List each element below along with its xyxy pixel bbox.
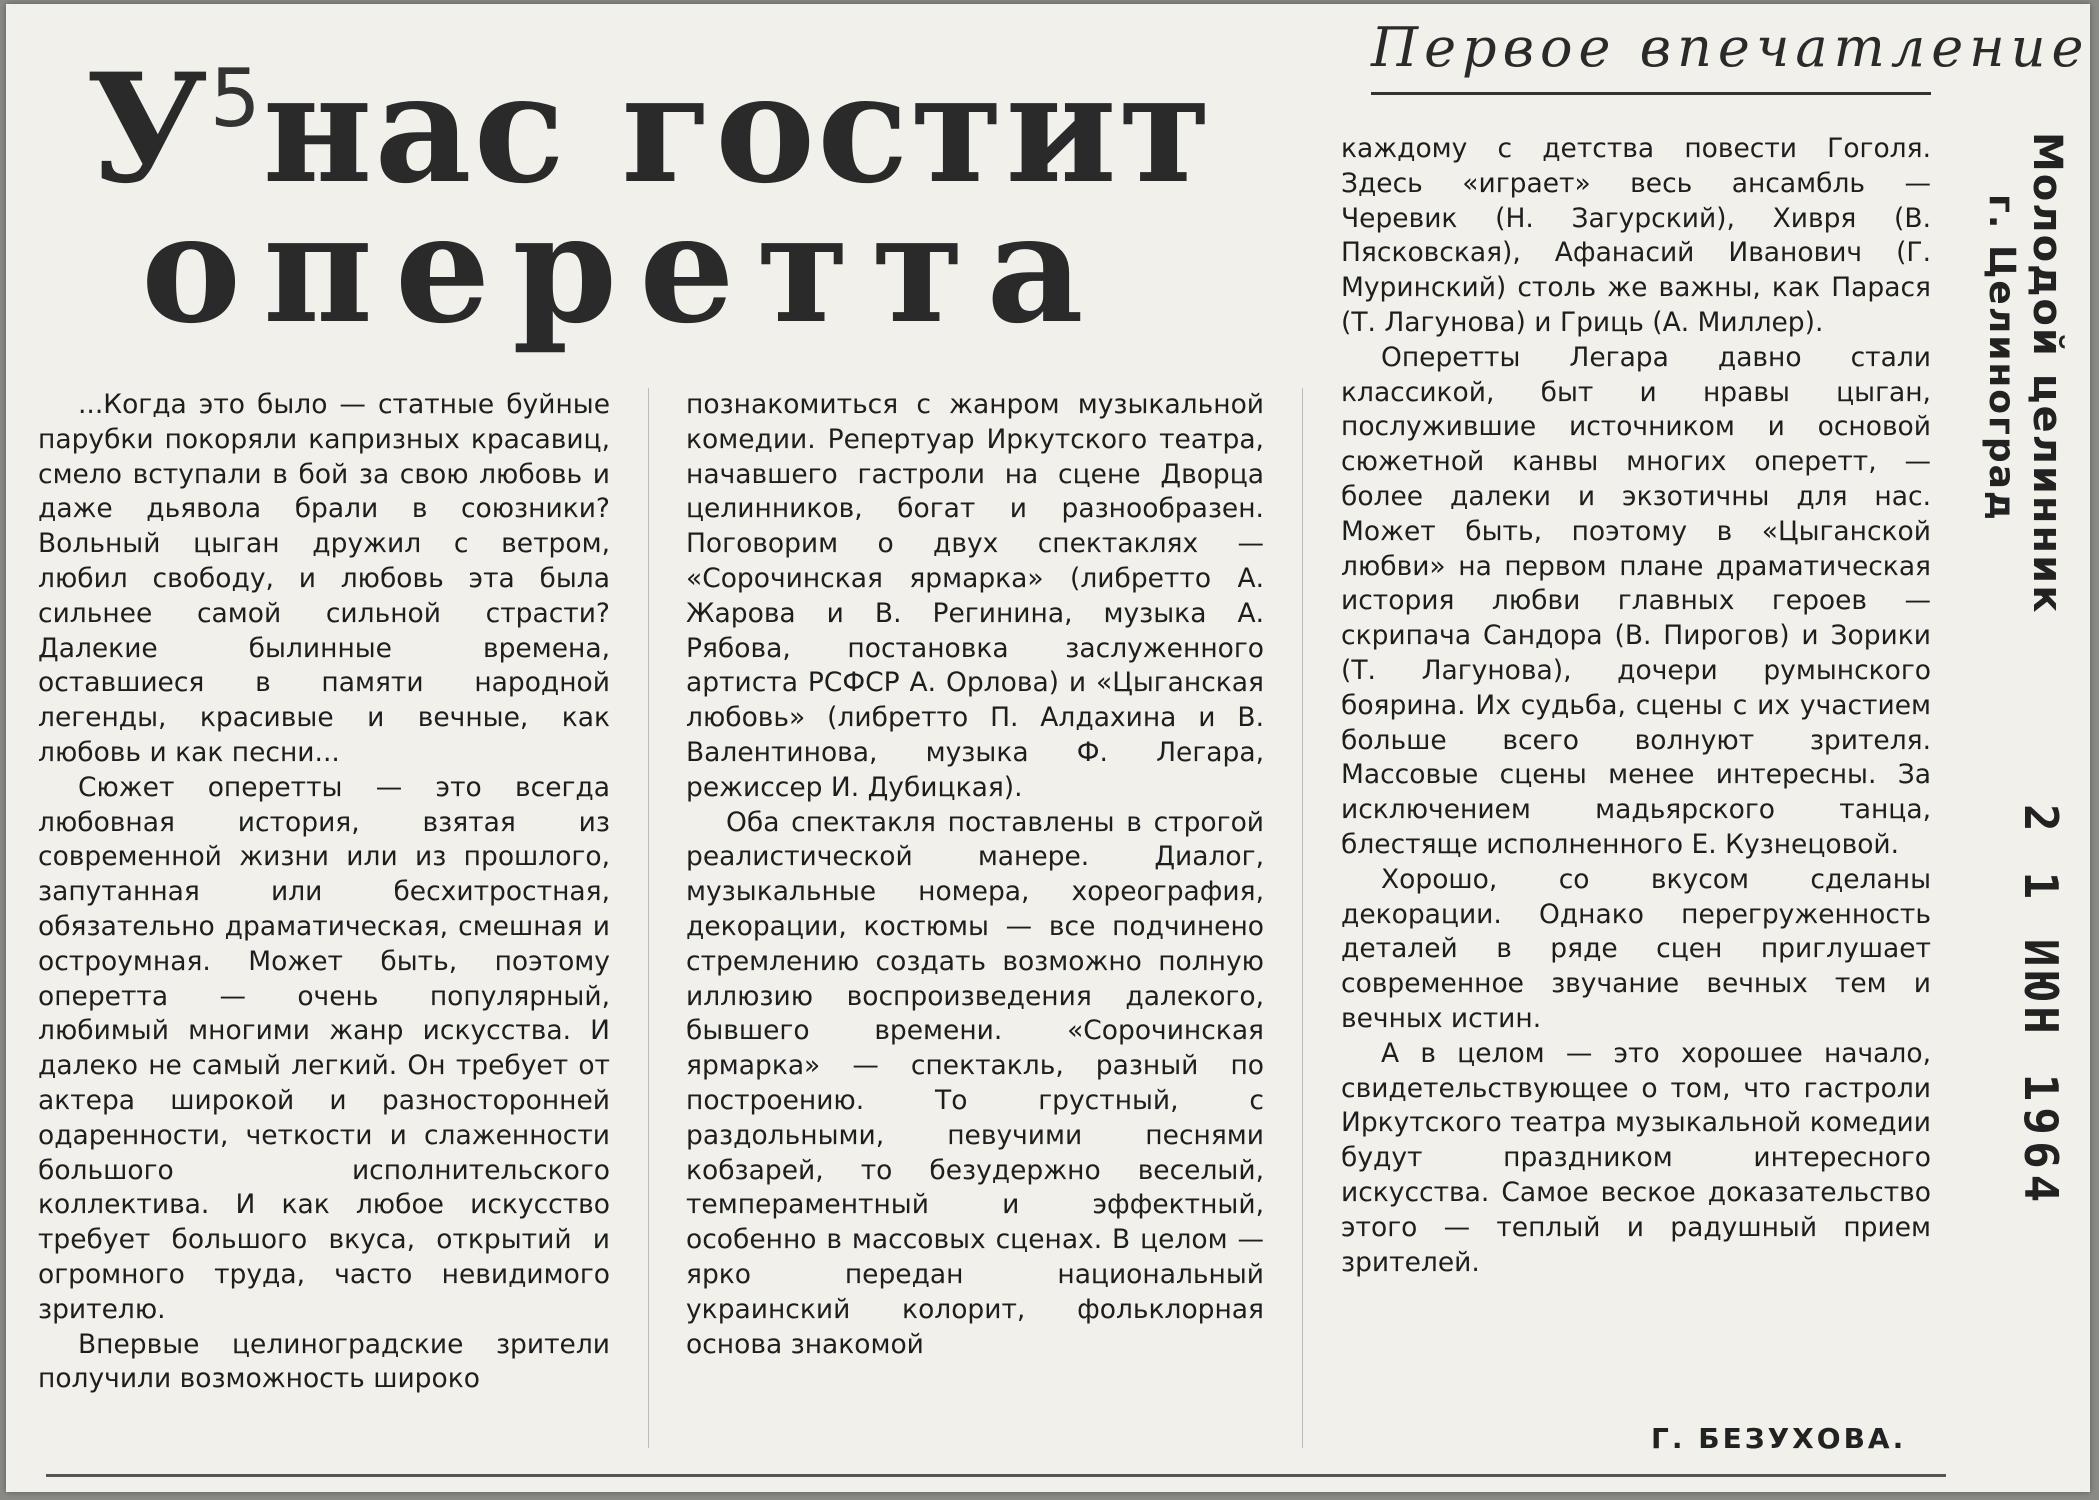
article-column-1	[38, 388, 610, 1397]
paragraph: ...Когда это было — статные буйные парубки покоряли капризных красавиц, смело вступали в бой за свою любовь и даже дьявола брали в союзники? Вольный цыган дружил с ветром, любил свободу, и любовь эта была сильнее самой сильной страсти? Далекие былинные времена, оставшиеся в памяти народной легенды, красивые и вечные, как любовь и как песни...	[38, 389, 610, 768]
bottom-rule	[46, 1474, 1946, 1477]
handwritten-mark: 5	[209, 52, 263, 145]
paragraph: Сюжет оперетты — это всегда любовная история, взятая из современной жизни или из прошлого, запутанная или бесхитростная, обязательно драматическая, смешная и остроумная. Может быть, поэтому оперетта — очень популярный, любимый многими жанр искусства. И далеко не самый легкий. Он требует от актера широкой и разносторонней одаренности, четкости и слаженности большого исполнительского коллектива. И как любое искусство требует большого вкуса, открытий и огромного труда, часто невидимого зрителю.	[38, 771, 610, 1325]
date-stamp: 2 1 ИЮН 1964	[2014, 804, 2068, 1209]
paragraph: Хорошо, со вкусом сделаны декорации. Однако перегруженность деталей в ряде сцен приглушает современное звучание вечных тем и вечных истин.	[1341, 863, 1931, 1034]
paragraph: познакомиться с жанром музыкальной комедии. Репертуар Иркутского театра, начавшего гастроли на сцене Дворца целинников, богат и разнообразен. Поговорим о двух спектаклях — «Сорочинская ярмарка» (либретто А. Жарова и В. Регинина, музыка А. Рябова, постановка заслуженного артиста РСФСР А. Орлова) и «Цыганская любовь» (либретто П. Алдахина и В. Валентинова, музыка Ф. Легара, режиссер И. Дубицкая).	[686, 389, 1264, 803]
publication-city: г. Целиноград	[1981, 194, 2022, 522]
column-divider	[648, 388, 649, 1448]
newspaper-clipping	[6, 4, 2090, 1492]
paragraph: А в целом — это хорошее начало, свидетельствующее о том, что гастроли Иркутского театра музыкальной комедии будут праздником интересного искусства. Самое веское доказательство этого — теплый и радушный прием зрителей.	[1341, 1037, 1931, 1278]
headline-line-1-rest: нас гостит	[262, 41, 1214, 217]
side-margin	[1940, 4, 2090, 1492]
publication-name: Молодой целинник	[2024, 132, 2070, 615]
headline-line-2: оперетта	[141, 181, 1106, 357]
rubric: Первое впечатление	[1371, 16, 2090, 79]
article-column-2	[686, 388, 1264, 1362]
article-column-3	[1341, 132, 1931, 1280]
paragraph: Впервые целиноградские зрители получили возможность широко	[38, 1328, 610, 1395]
paragraph: Оперетты Легара давно стали классикой, быт и нравы цыган, послужившие источником и основой сюжетной канвы многих оперетт, — более далеки и экзотичны для нас. Может быть, поэтому в «Цыганской любви» на первом плане драматическая история любви главных героев — скрипача Сандора (В. Пирогов) и Зорики (Т. Лагунова), дочери румынского боярина. Их судьба, сцены с их участием больше всего волнуют зрителя. Массовые сцены менее интересны. За исключением мадьярского танца, блестяще исполненного Е. Кузнецовой.	[1341, 341, 1931, 860]
column-divider	[1302, 388, 1303, 1448]
rubric-underline	[1371, 92, 1931, 95]
paragraph: каждому с детства повести Гоголя. Здесь «играет» весь ансамбль — Черевик (Н. Загурский), Хивря (В. Пясковская), Афанасий Иванович (Г. Муринский) столь же важны, как Парася (Т. Лагунова) и Гриць (А. Миллер).	[1341, 133, 1931, 338]
author-signature: Г. БЕЗУХОВА.	[1651, 1422, 1907, 1455]
headline-first-letter: У	[86, 41, 210, 217]
paragraph: Оба спектакля поставлены в строгой реалистической манере. Диалог, музыкальные номера, хореография, декорации, костюмы — все подчинено стремлению создать возможно полную иллюзию воспроизведения далекого, бывшего времени. «Сорочинская ярмарка» — спектакль, разный по построению. То грустный, с раздольными, певучими песнями кобзарей, то безудержно веселый, темпераментный и эффектный, особенно в массовых сценах. В целом — ярко передан национальный украинский колорит, фольклорная основа знакомой	[686, 806, 1264, 1360]
